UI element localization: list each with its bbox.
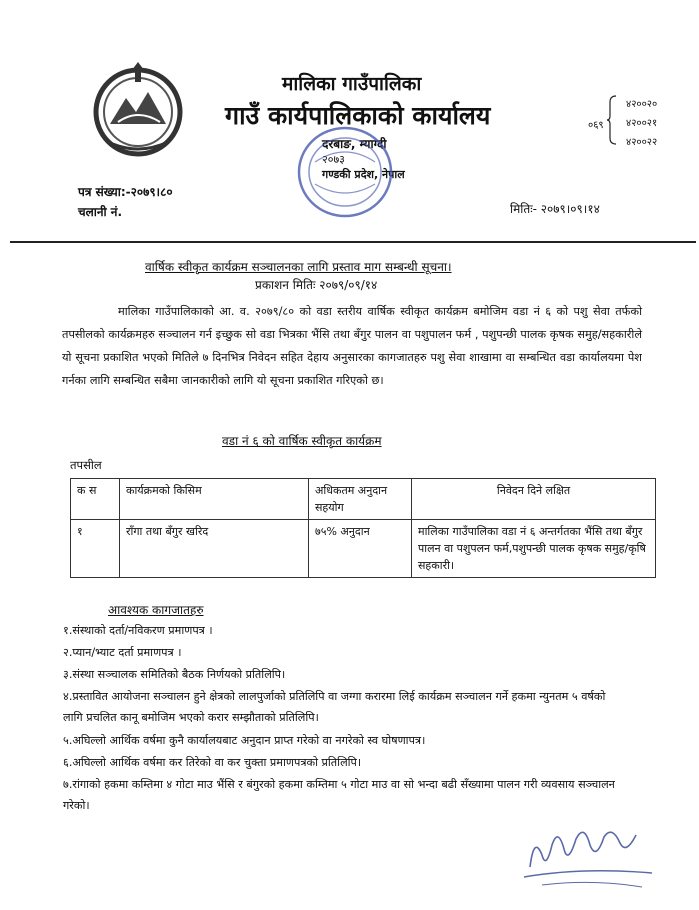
dispatch-number: चलानी नं. <box>78 205 123 219</box>
table-cell-target: मालिका गाउँपालिका वडा नं ६ अन्तर्गतका भैंसि तथा बँगुर पालन वा पशुपलन फर्म,पशुपन्छी पालक कृषक समुह/कृषि सहकारी। <box>412 520 656 578</box>
table-cell-sn: १ <box>71 520 120 578</box>
org-name: मालिका गाउँपालिका <box>282 73 422 95</box>
office-name: गाउँ कार्यपालिकाको कार्यालय <box>225 101 491 130</box>
table-row <box>71 520 656 578</box>
documents-heading: आवश्यक कागजातहरु <box>108 603 204 617</box>
document-item: ३.संस्था सञ्चालक समितिको बैठक निर्णयको प्रतिलिपि। <box>63 668 286 681</box>
program-table <box>70 478 656 578</box>
phone-number: ४२००२० <box>626 99 658 110</box>
column-header: निवेदन दिने लक्षित <box>412 479 656 520</box>
letter-date: मितिः- २०७९।०९।१४ <box>510 202 600 216</box>
address-line-3: गण्डकी प्रदेश, नेपाल <box>322 168 405 181</box>
detail-label: तपसील <box>70 458 102 472</box>
document-item: ७.रांगाको हकमा कम्तिमा ४ गोटा माउ भैंसि र बंगुरको हकमा कम्तिमा ५ गोटा माउ वा सो भन्दा बढी सँख्यामा पालन गरी व्यवसाय सञ्चालन गरेको। <box>63 778 615 812</box>
column-header: कार्यक्रमको किसिम <box>120 479 309 520</box>
document-item: ५.अघिल्लो आर्थिक वर्षमा कुनै कार्यालयबाट अनुदान प्राप्त गरेको वा नगरेको स्व घोषणापत्र। <box>63 734 426 747</box>
notice-body: मालिका गाउँपालिकाको आ. व. २०७९/८० को वडा स्तरीय वार्षिक स्वीकृत कार्यक्रम बमोजिम वडा नं ६ को पशु सेवा तर्फको तपसीलको कार्यक्रमहरु सञ्चालन गर्न इच्छुक सो वडा भित्रका भैंसि तथा बँगुर पालन वा पशुपालन फर्म , पशुपन्छी पालक कृषक समुह/सहकारीले यो सूचना प्रकाशित भएको मितिले ७ दिनभित्र निवेदन सहित देहाय अनुसारका कागजातहरु पशु सेवा शाखामा वा सम्बन्धित वडा कार्यालयमा पेश गर्नका लागि सम्बन्धित सबैमा जानकारीको लागि यो सूचना प्रकाशित गरिएको छ। <box>62 305 642 387</box>
notice-title: वार्षिक स्वीकृत कार्यक्रम सञ्चालनका लागि प्रस्ताव माग सम्बन्धी सूचना। <box>145 260 452 274</box>
address-line-2: २०७३ <box>322 153 345 166</box>
address-line-1: दरबाङ, म्याग्दी <box>322 137 387 151</box>
phone-number: ४२००२२ <box>626 137 658 148</box>
document-item: १.संस्थाको दर्ता/नविकरण प्रमाणपत्र । <box>63 624 213 637</box>
publication-date: प्रकाशन मितिः २०७९/०९/१४ <box>255 278 378 292</box>
office-stamp-icon <box>285 122 395 227</box>
signature-icon <box>512 815 667 895</box>
letter-number: पत्र संख्या:-२०७९।८० <box>78 185 173 199</box>
table-header-row <box>71 479 656 520</box>
document-item: २.प्यान/भ्याट दर्ता प्रमाणपत्र । <box>63 646 182 659</box>
phone-number: ४२००२१ <box>626 118 658 129</box>
phone-prefix: ०६९ <box>588 120 604 131</box>
header-divider <box>10 241 696 243</box>
document-item: ४.प्रस्तावित आयोजना सञ्चालन हुने क्षेत्रको लालपुर्जाको प्रतिलिपि वा जग्गा करारमा लिई कार्यक्रम सञ्चालन गर्ने हकमा न्युनतम ५ वर्षको लागि प्रचलित कानू बमोजिम भएको करार सम्झौताको प्रतिलिपि। <box>63 690 606 724</box>
program-table-heading: वडा नं ६ को वार्षिक स्वीकृत कार्यक्रम <box>222 434 382 448</box>
government-emblem-icon <box>88 60 188 160</box>
table-cell-type: राँगा तथा बँगुर खरिद <box>120 520 309 578</box>
document-item: ६.अघिल्लो आर्थिक वर्षमा कर तिरेको वा कर चुक्ता प्रमाणपत्रको प्रतिलिपि। <box>63 756 362 769</box>
column-header: अधिकतम अनुदान सहयोग <box>309 479 412 520</box>
column-header: क स <box>71 479 120 520</box>
brace-icon <box>606 94 618 146</box>
table-cell-grant: ७५% अनुदान <box>309 520 412 578</box>
